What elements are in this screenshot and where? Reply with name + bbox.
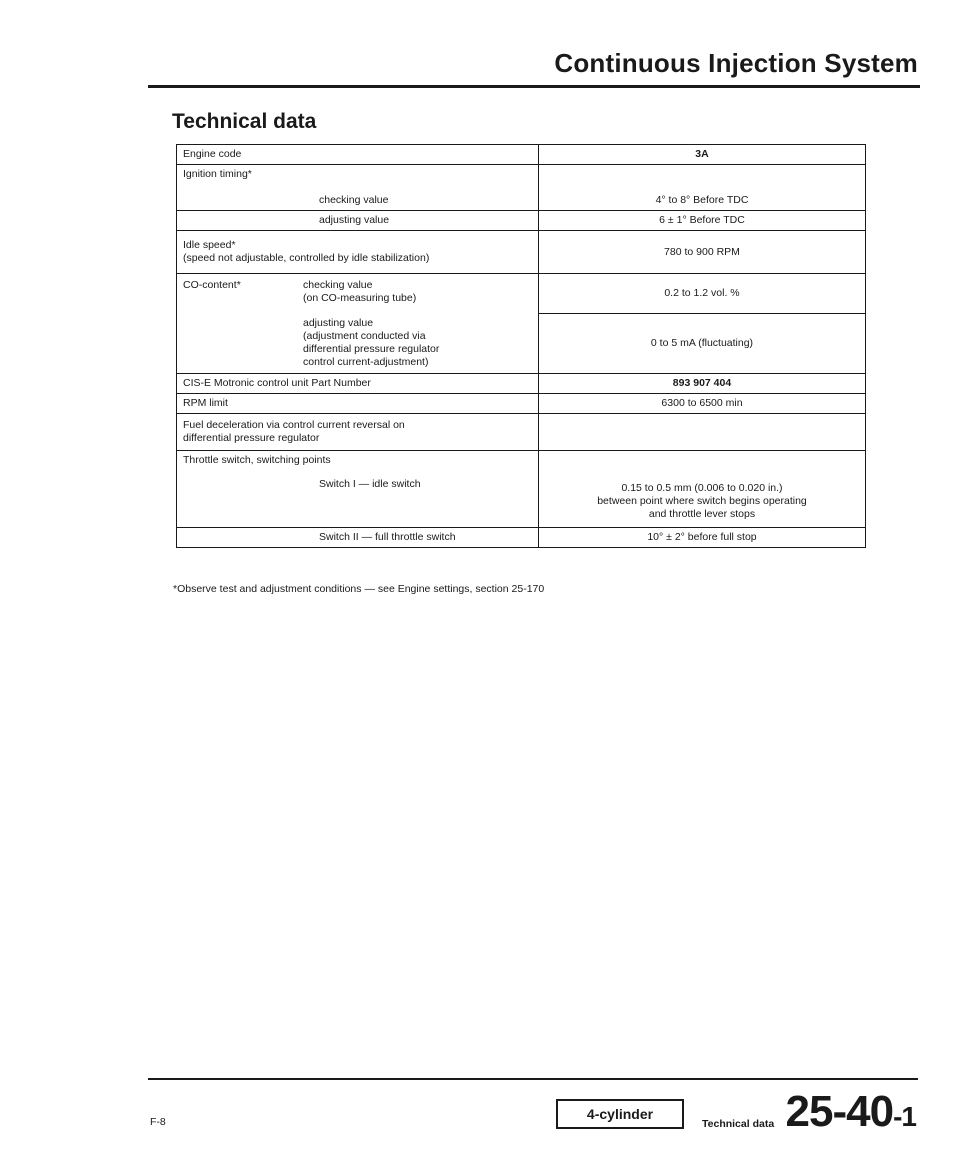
ignition-value-empty (539, 165, 866, 192)
switch-1-value: 0.15 to 0.5 mm (0.006 to 0.020 in.) (621, 481, 783, 494)
switch-2-label: Switch II — full throttle switch (319, 531, 456, 543)
table-row (177, 528, 866, 548)
throttle-value-empty (539, 451, 866, 476)
rpm-limit-value: 6300 to 6500 min (539, 394, 866, 414)
ignition-label: Ignition timing* (177, 165, 539, 192)
table-row (177, 313, 866, 374)
footer-section-name: Technical data (702, 1118, 775, 1130)
page-number-main: 25-40 (785, 1087, 894, 1136)
rpm-limit-label: RPM limit (177, 394, 539, 414)
cis-label: CIS-E Motronic control unit Part Number (177, 374, 539, 394)
co-content-label: CO-content* (183, 279, 241, 291)
idle-speed-label: Idle speed* (183, 239, 236, 251)
idle-speed-note: (speed not adjustable, controlled by idle stabilization) (183, 252, 430, 264)
table-row (177, 374, 866, 394)
variant-badge: 4-cylinder (556, 1099, 684, 1129)
page-number (786, 1087, 916, 1137)
header-rule (148, 85, 920, 88)
page-number-suffix: -1 (893, 1101, 916, 1132)
table-row (177, 451, 866, 476)
co-adjusting-label: adjusting value (303, 317, 374, 329)
page-title: Continuous Injection System (554, 48, 918, 78)
switch-1-note-1: between point where switch begins operating (597, 494, 807, 507)
engine-code-value: 3A (539, 145, 866, 165)
table-row (177, 165, 866, 192)
switch-2-value: 10° ± 2° before full stop (539, 528, 866, 548)
ignition-checking-value: 4° to 8° Before TDC (539, 191, 866, 211)
table-row (177, 274, 866, 314)
co-adjusting-note-3: control current-adjustment) (303, 356, 429, 368)
throttle-label: Throttle switch, switching points (177, 451, 539, 476)
fuel-decel-value (539, 414, 866, 451)
table-row (177, 211, 866, 231)
table-row (177, 394, 866, 414)
engine-code-label: Engine code (177, 145, 539, 165)
fuel-decel-note: differential pressure regulator (183, 432, 320, 444)
ignition-adjusting-value: 6 ± 1° Before TDC (539, 211, 866, 231)
footer-rule (148, 1078, 918, 1080)
table-row (177, 191, 866, 211)
table-row (177, 414, 866, 451)
technical-data-table (176, 144, 866, 548)
co-checking-label: checking value (303, 279, 373, 291)
switch-1-label: Switch I — idle switch (319, 478, 421, 490)
footnote: *Observe test and adjustment conditions — see Engine settings, section 25-170 (173, 583, 545, 595)
ignition-checking-label: checking value (319, 194, 389, 206)
fuel-decel-label: Fuel deceleration via control current reversal on (183, 419, 405, 431)
co-checking-note: (on CO-measuring tube) (303, 292, 417, 304)
table-row (177, 231, 866, 274)
co-checking-value: 0.2 to 1.2 vol. % (539, 274, 866, 314)
co-adjusting-note-2: differential pressure regulator (303, 343, 440, 355)
cis-value: 893 907 404 (539, 374, 866, 394)
table-row (177, 145, 866, 165)
idle-speed-value: 780 to 900 RPM (539, 231, 866, 274)
switch-1-note-2: and throttle lever stops (648, 507, 756, 520)
ignition-adjusting-label: adjusting value (319, 214, 390, 226)
table-row (177, 475, 866, 528)
co-adjusting-note-1: (adjustment conducted via (303, 330, 426, 342)
page-id: F-8 (150, 1116, 166, 1128)
co-adjusting-value: 0 to 5 mA (fluctuating) (539, 313, 866, 374)
section-title: Technical data (172, 110, 317, 133)
